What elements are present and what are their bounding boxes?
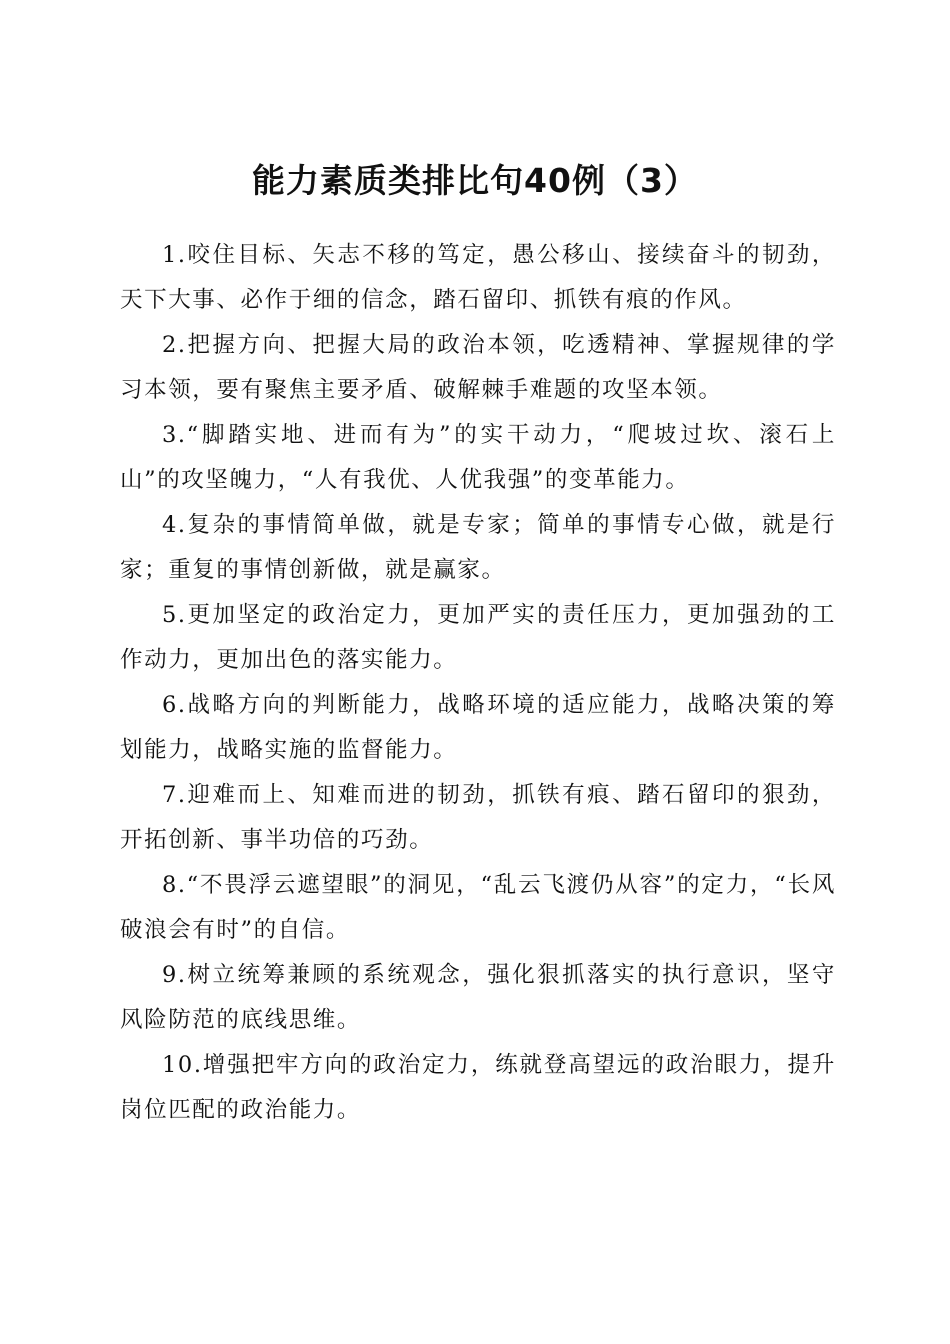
document-title: 能力素质类排比句40例（3） [252, 161, 698, 201]
document-body [120, 233, 836, 1133]
list-item: 9.树立统筹兼顾的系统观念，强化狠抓落实的执行意识，坚守风险防范的底线思维。 [120, 962, 836, 1033]
list-item: 7.迎难而上、知难而进的韧劲，抓铁有痕、踏石留印的狠劲，开拓创新、事半功倍的巧劲。 [120, 782, 836, 853]
list-item: 3.“脚踏实地、进而有为”的实干动力，“爬坡过坎、滚石上山”的攻坚魄力，“人有我优、人优我强”的变革能力。 [120, 422, 836, 493]
list-item: 6.战略方向的判断能力，战略环境的适应能力，战略决策的筹划能力，战略实施的监督能力。 [120, 692, 836, 763]
list-item: 1.咬住目标、矢志不移的笃定，愚公移山、接续奋斗的韧劲，天下大事、必作于细的信念，踏石留印、抓铁有痕的作风。 [120, 242, 836, 313]
list-item: 4.复杂的事情简单做，就是专家；简单的事情专心做，就是行家；重复的事情创新做，就是赢家。 [120, 512, 836, 583]
list-item: 10.增强把牢方向的政治定力，练就登高望远的政治眼力，提升岗位匹配的政治能力。 [120, 1052, 836, 1123]
list-item: 2.把握方向、把握大局的政治本领，吃透精神、掌握规律的学习本领，要有聚焦主要矛盾、破解棘手难题的攻坚本领。 [120, 332, 836, 403]
list-item: 8.“不畏浮云遮望眼”的洞见，“乱云飞渡仍从容”的定力，“长风破浪会有时”的自信。 [120, 872, 836, 943]
list-item: 5.更加坚定的政治定力，更加严实的责任压力，更加强劲的工作动力，更加出色的落实能力。 [120, 602, 836, 673]
